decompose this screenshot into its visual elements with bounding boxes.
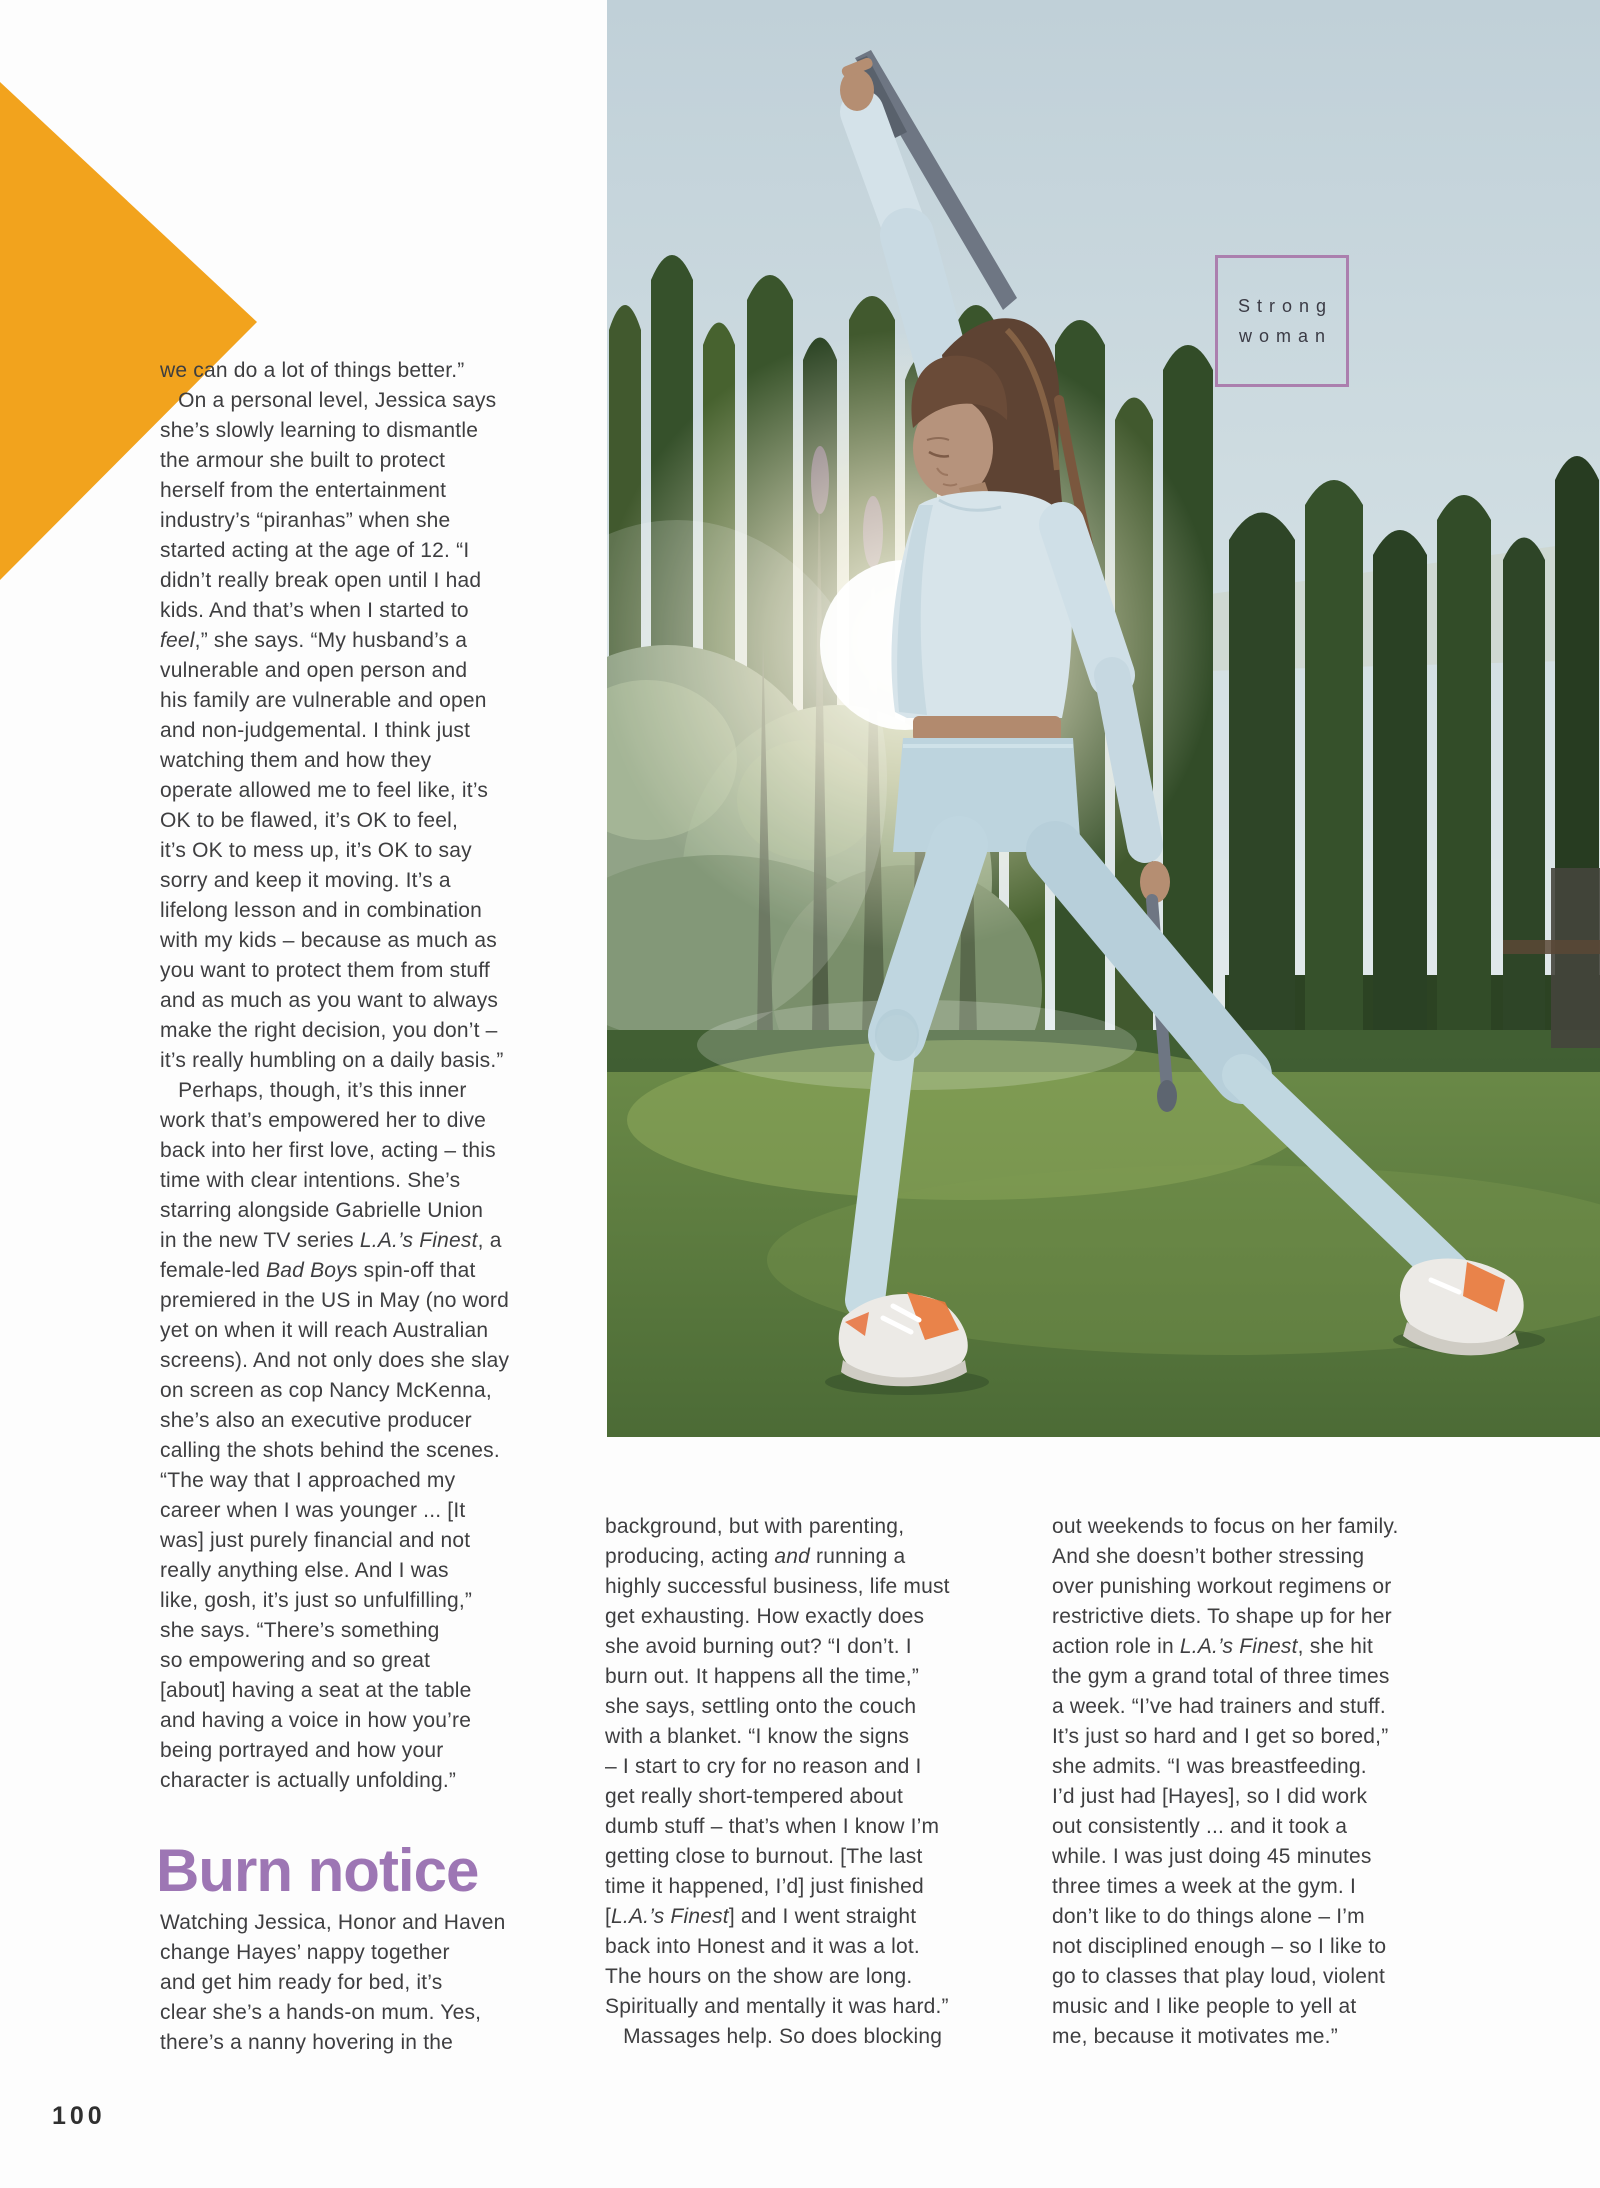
- text-line: not disciplined enough – so I like to: [1052, 1935, 1387, 1958]
- text-line: a week. “I’ve had trainers and stuff.: [1052, 1695, 1386, 1718]
- text-line: make the right decision, you don’t –: [160, 1019, 498, 1042]
- text-line: didn’t really break open until I had: [160, 569, 482, 592]
- text-line: screens). And not only does she slay: [160, 1349, 510, 1372]
- text-line: getting close to burnout. [The last: [605, 1845, 923, 1868]
- text-line: dumb stuff – that’s when I know I’m: [605, 1815, 940, 1838]
- text-line: background, but with parenting,: [605, 1515, 905, 1538]
- text-line: three times a week at the gym. I: [1052, 1875, 1357, 1898]
- text-line: with my kids – because as much as: [160, 929, 497, 952]
- text-line: career when I was younger ... [It: [160, 1499, 466, 1522]
- text-line: lifelong lesson and in combination: [160, 899, 483, 922]
- text-line: out weekends to focus on her family.: [1052, 1515, 1399, 1538]
- text-line: she says, settling onto the couch: [605, 1695, 917, 1718]
- text-line: time with clear intentions. She’s: [160, 1169, 461, 1192]
- text-line: burn out. It happens all the time,”: [605, 1665, 920, 1688]
- tag-line-1: Strong: [1237, 296, 1334, 316]
- text-line: she says. “There’s something: [160, 1619, 440, 1642]
- text-line: “The way that I approached my: [160, 1469, 456, 1492]
- text-line: herself from the entertainment: [160, 479, 447, 502]
- text-line: producing, acting and running a: [605, 1545, 906, 1568]
- text-line: back into her first love, acting – this: [160, 1139, 496, 1162]
- text-line: feel,” she says. “My husband’s a: [160, 629, 468, 652]
- text-line: The hours on the show are long.: [605, 1965, 913, 1988]
- text-line: female-led Bad Boys spin-off that: [160, 1259, 476, 1282]
- text-line: like, gosh, it’s just so unfulfilling,”: [160, 1589, 473, 1612]
- text-line: operate allowed me to feel like, it’s: [160, 779, 489, 802]
- text-line: don’t like to do things alone – I’m: [1052, 1905, 1365, 1928]
- text-line: yet on when it will reach Australian: [160, 1319, 489, 1342]
- text-line: premiered in the US in May (no word: [160, 1289, 509, 1312]
- text-line: she admits. “I was breastfeeding.: [1052, 1755, 1367, 1778]
- text-line: [about] having a seat at the table: [160, 1679, 472, 1702]
- text-line: and get him ready for bed, it’s: [160, 1971, 443, 1994]
- photo-woman-stretching: [607, 0, 1600, 1437]
- text-line: action role in L.A.’s Finest, she hit: [1052, 1635, 1374, 1658]
- text-line: the armour she built to protect: [160, 449, 446, 472]
- text-line: watching them and how they: [160, 749, 432, 772]
- text-line: it’s OK to mess up, it’s OK to say: [160, 839, 472, 862]
- text-line: restrictive diets. To shape up for her: [1052, 1605, 1392, 1628]
- left-text-column-continued: [160, 1908, 506, 2058]
- text-line: And she doesn’t bother stressing: [1052, 1545, 1365, 1568]
- text-line: back into Honest and it was a lot.: [605, 1935, 920, 1958]
- text-line: industry’s “piranhas” when she: [160, 509, 451, 532]
- photo-illustration: [607, 0, 1600, 1437]
- text-line: and having a voice in how you’re: [160, 1709, 472, 1732]
- text-line: there’s a nanny hovering in the: [160, 2031, 454, 2054]
- middle-text-column: [605, 1512, 950, 2052]
- left-text-column: [160, 356, 509, 1796]
- text-line: in the new TV series L.A.’s Finest, a: [160, 1229, 502, 1252]
- text-line: out consistently ... and it took a: [1052, 1815, 1348, 1838]
- text-line: change Hayes’ nappy together: [160, 1941, 450, 1964]
- text-line: Watching Jessica, Honor and Haven: [160, 1911, 506, 1934]
- text-line: go to classes that play loud, violent: [1052, 1965, 1386, 1988]
- text-line: Massages help. So does blocking: [605, 2025, 943, 2048]
- text-line: I’d just had [Hayes], so I did work: [1052, 1785, 1368, 1808]
- text-line: Spiritually and mentally it was hard.”: [605, 1995, 949, 2018]
- text-line: get exhausting. How exactly does: [605, 1605, 925, 1628]
- text-line: OK to be flawed, it’s OK to feel,: [160, 809, 459, 832]
- text-line: calling the shots behind the scenes.: [160, 1439, 500, 1462]
- section-heading-burn-notice: Burn notice: [156, 1837, 479, 1904]
- text-line: it’s really humbling on a daily basis.”: [160, 1049, 504, 1072]
- text-line: highly successful business, life must: [605, 1575, 950, 1598]
- text-line: being portrayed and how your: [160, 1739, 444, 1762]
- text-line: music and I like people to yell at: [1052, 1995, 1357, 2018]
- text-line: get really short-tempered about: [605, 1785, 904, 1808]
- text-line: we can do a lot of things better.”: [160, 359, 465, 382]
- text-line: she avoid burning out? “I don’t. I: [605, 1635, 912, 1658]
- text-line: work that’s empowered her to dive: [160, 1109, 487, 1132]
- text-line: was] just purely financial and not: [160, 1529, 471, 1552]
- tag-line-2: woman: [1238, 326, 1333, 346]
- text-line: me, because it motivates me.”: [1052, 2025, 1338, 2048]
- text-line: It’s just so hard and I get so bored,”: [1052, 1725, 1389, 1748]
- text-line: clear she’s a hands-on mum. Yes,: [160, 2001, 482, 2024]
- text-line: really anything else. And I was: [160, 1559, 449, 1582]
- text-line: character is actually unfolding.”: [160, 1769, 457, 1792]
- text-line: time it happened, I’d] just finished: [605, 1875, 924, 1898]
- text-line: she’s slowly learning to dismantle: [160, 419, 479, 442]
- text-line: sorry and keep it moving. It’s a: [160, 869, 451, 892]
- text-line: you want to protect them from stuff: [160, 959, 490, 982]
- text-line: and as much as you want to always: [160, 989, 499, 1012]
- text-line: starring alongside Gabrielle Union: [160, 1199, 484, 1222]
- text-line: [L.A.’s Finest] and I went straight: [605, 1905, 917, 1928]
- strong-woman-tag: [1215, 255, 1349, 387]
- text-line: started acting at the age of 12. “I: [160, 539, 470, 562]
- text-line: she’s also an executive producer: [160, 1409, 472, 1432]
- text-line: – I start to cry for no reason and I: [605, 1755, 922, 1778]
- text-line: kids. And that’s when I started to: [160, 599, 469, 622]
- text-line: and non-judgemental. I think just: [160, 719, 471, 742]
- text-line: over punishing workout regimens or: [1052, 1575, 1392, 1598]
- text-line: On a personal level, Jessica says: [160, 389, 497, 412]
- right-text-column: [1052, 1512, 1399, 2052]
- text-line: his family are vulnerable and open: [160, 689, 487, 712]
- text-line: with a blanket. “I know the signs: [605, 1725, 910, 1748]
- text-line: while. I was just doing 45 minutes: [1052, 1845, 1372, 1868]
- text-line: so empowering and so great: [160, 1649, 431, 1672]
- page-number: 100: [52, 2102, 106, 2130]
- grass-lawn: [607, 1000, 1600, 1437]
- text-line: on screen as cop Nancy McKenna,: [160, 1379, 492, 1402]
- text-line: Perhaps, though, it’s this inner: [160, 1079, 467, 1102]
- text-line: vulnerable and open person and: [160, 659, 468, 682]
- text-line: the gym a grand total of three times: [1052, 1665, 1390, 1688]
